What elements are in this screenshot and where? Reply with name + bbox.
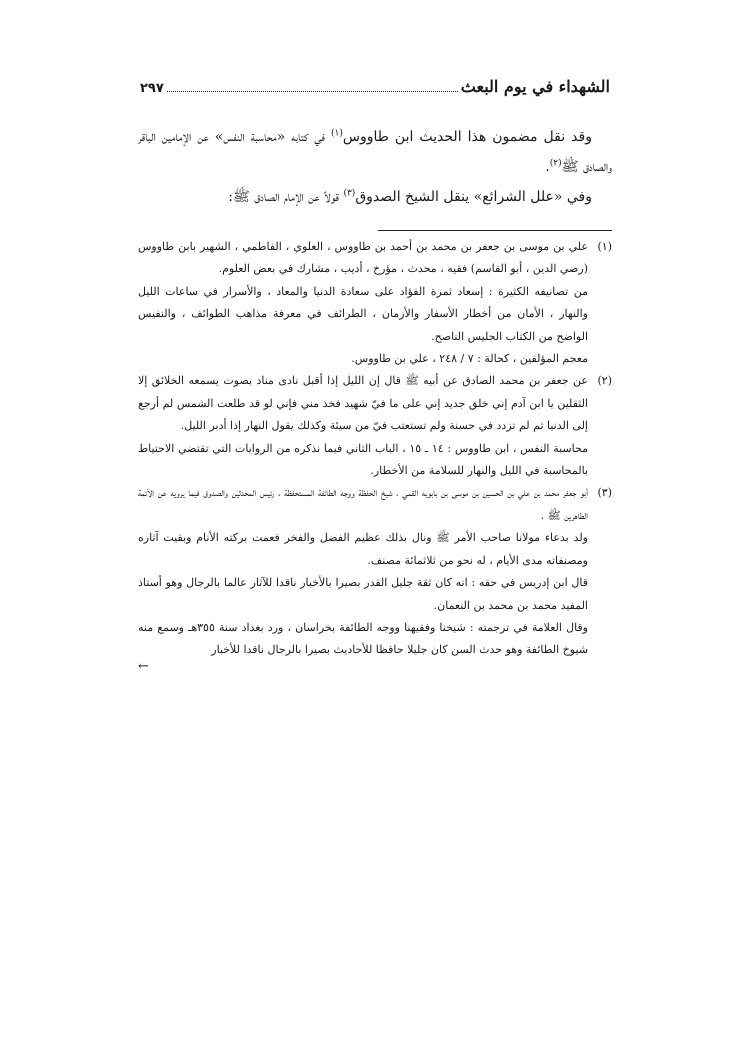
running-title: الشهداء في يوم البعث — [460, 77, 610, 96]
footnote-ref-2: (٢) — [549, 158, 562, 169]
page-header — [140, 70, 610, 96]
continue-arrow-icon: ← — [138, 658, 149, 674]
main-paragraph-1 — [138, 122, 612, 182]
footnote-1-source: معجم المؤلفين ، كحالة : ٧ / ٢٤٨ ، علي بن طاووس. — [351, 352, 588, 366]
footnote-3 — [138, 482, 612, 527]
footnote-3-paragraph: وقال العلامة في ترجمته : شيخنا وفقيهنا ووجه الطائفة بخراسان ، ورد بغداد سنة ٣٥٥هـ وسمع منه شيوخ الطائفة وهو حدث السن كان جليلا حافظا للأحاديث بصيرا بالرجال ناقدا للأخبار — [138, 620, 588, 657]
footnote-3-paragraph: قال ابن إدريس في حقه : انه كان ثقة جليل القدر بصيرا بالأخبار ناقدا للآثار عالما بالرجال وهو أستاذ المفيد محمد بن محمد بن النعمان. — [138, 576, 588, 612]
footnote-number: (٣) — [597, 486, 612, 500]
footnote-1-paragraph: من تصانيفه الكثيرة : إسعاد ثمرة الفؤاد على سعادة الدنيا والمعاد ، والأسرار في ساعات الليل والنهار ، الأمان من أخطار الأسفار والأزمان ، الطرائف في معرفة مذاهب الطوائف ، والنفيس الواضح من الكتاب الجليس الناصح. — [138, 284, 588, 343]
footnote-2 — [138, 370, 612, 437]
footnote-ref-3: (٣) — [343, 188, 356, 199]
main-text-segment: . — [545, 159, 550, 175]
page-number: ٢٩٧ — [140, 81, 164, 96]
footnote-2-source: محاسبة النفس ، ابن طاووس : ١٤ ـ ١٥ ، الباب الثاني فيما نذكره من الروايات التي تقتضي الاحتياط بالمحاسبة في الليل والنهار للسلامة من الأخطار. — [138, 441, 588, 478]
main-paragraph-2 — [138, 182, 612, 212]
main-text-segment: قولاً عن الإمام الصادق ﷺ: — [228, 189, 344, 205]
footnote-number: (١) — [597, 240, 612, 253]
footnote-number: (٢) — [597, 374, 612, 388]
main-text — [138, 122, 612, 212]
footnote-1 — [138, 236, 612, 281]
footnote-3-paragraph: ولد بدعاء مولانا صاحب الأمر ﷺ ونال بذلك عظيم الفضل والفخر فعمت بركته الأنام وبقيت آثاره ومصنفاته مدى الأيام ، له نحو من ثلاثمائة مصنف. — [138, 531, 588, 567]
footnotes — [138, 236, 612, 672]
footnote-text: عن جعفر بن محمد الصادق عن أبيه ﷺ قال إن الليل إذا أقبل نادى مناد بصوت يسمعه الخلائق إلا الثقلين يا ابن آدم إني خلق جديد إني على ما فيّ شهيد فخذ مني فإني لو قد طلعت الشمس لم أرجع إلى الدنيا ثم لم تزدد في حسنة ولم تستعتب فيّ من سيئة وكذلك يقول النهار إذا أدبر الليل. — [138, 374, 588, 433]
main-text-segment: وقد نقل مضمون هذا الحديث ابن طاووس — [342, 129, 592, 145]
footnote-text: أبو جعفر محمد بن علي بن الحسين بن موسى بن بابويه القمي ، شيخ الحفظة ووجه الطائفة المستحفظة ، رئيس المحدثين والصدوق فيما يرويه عن الأئمة الطاهرين ﷺ . — [138, 486, 588, 522]
footnote-ref-1: (١) — [330, 128, 343, 139]
footnote-separator — [378, 230, 612, 231]
footnote-text: علي بن موسى بن جعفر بن محمد بن أحمد بن طاووس ، العلوي ، الفاطمي ، الشهير بابن طاووس (رضي الدين ، أبو القاسم) فقيه ، محدث ، مؤرخ ، أديب ، مشارك في بعض العلوم. — [138, 240, 588, 276]
dotted-leader — [167, 91, 458, 92]
main-text-segment: وفي «علل الشرائع» ينقل الشيخ الصدوق — [355, 189, 592, 205]
main-text-segment: في كتابه «محاسبة النفس» عن الإمامين الباقر والصادق ﷺ — [138, 129, 612, 175]
